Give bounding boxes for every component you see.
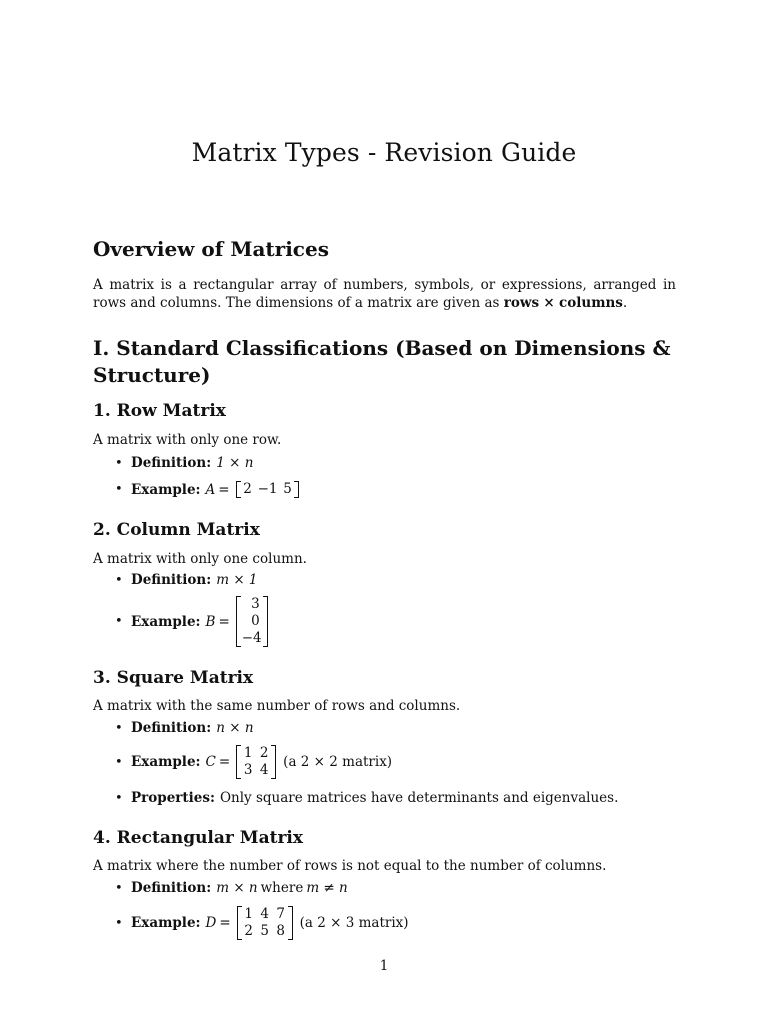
rectangular-matrix-description: A matrix where the number of rows is not equal to the number of columns. — [93, 858, 607, 874]
overview-rows-term: rows — [503, 295, 540, 311]
row-matrix-definition — [115, 455, 253, 471]
example-variable: D — [205, 915, 217, 931]
bullet: • — [115, 614, 123, 629]
bullet: • — [115, 482, 123, 497]
matrix-row — [240, 762, 272, 779]
matrix-entry: 2 — [259, 745, 269, 761]
example-note: (a 2 × 2 matrix) — [283, 754, 393, 770]
column-matrix-example — [115, 596, 271, 647]
matrix-entry: 2 — [244, 923, 253, 939]
definition-where: where — [260, 880, 304, 896]
example-label: Example: — [131, 754, 201, 770]
example-variable: A — [205, 481, 216, 498]
definition-condition: m ≠ n — [306, 880, 348, 896]
example-label: Example: — [131, 613, 201, 630]
matrix-entry: −1 — [257, 481, 278, 497]
matrix-entry: 7 — [276, 906, 285, 922]
definition-label: Definition: — [131, 880, 212, 896]
column-matrix-description: A matrix with only one column. — [93, 551, 307, 567]
equals-sign: = — [218, 754, 231, 770]
definition-value: m × 1 — [216, 572, 258, 588]
matrix-row — [240, 596, 264, 613]
matrix-entry: 1 — [244, 906, 253, 922]
matrix-entry: −4 — [241, 630, 262, 646]
matrix-entry: 5 — [260, 923, 269, 939]
definition-label: Definition: — [131, 572, 212, 588]
bullet: • — [115, 880, 123, 896]
matrix-entry: 0 — [251, 613, 260, 629]
example-variable: B — [205, 613, 216, 630]
matrix-entry: 8 — [276, 923, 285, 939]
square-matrix-bracket — [236, 745, 276, 779]
matrix-entry: 3 — [251, 596, 260, 612]
matrix-row — [240, 745, 272, 762]
bullet: • — [115, 790, 123, 806]
rectangular-matrix-definition — [115, 880, 348, 896]
bullet: • — [115, 455, 123, 471]
matrix-entry: 4 — [259, 762, 269, 778]
equals-sign: = — [219, 915, 231, 931]
square-matrix-properties — [115, 790, 618, 806]
rectangular-matrix-heading: 4. Rectangular Matrix — [93, 828, 304, 848]
definition-value: m × n — [216, 880, 258, 896]
overview-text-end: . — [622, 295, 628, 311]
bullet: • — [115, 754, 123, 770]
square-matrix-example — [115, 745, 392, 779]
matrix-entry: 3 — [243, 762, 253, 778]
document-title: Matrix Types - Revision Guide — [191, 138, 577, 167]
example-variable: C — [205, 754, 216, 770]
column-matrix-definition — [115, 572, 258, 588]
properties-text: Only square matrices have determinants and eigenvalues. — [219, 790, 619, 806]
equals-sign: = — [218, 613, 230, 630]
matrix-row — [240, 630, 264, 647]
equals-sign: = — [218, 481, 230, 498]
matrix-row — [241, 906, 289, 923]
overview-heading: Overview of Matrices — [93, 237, 329, 261]
example-label: Example: — [131, 915, 201, 931]
section1-heading: I. Standard Classifications (Based on Dimensions & Structure) — [93, 336, 671, 387]
definition-value: n × n — [216, 720, 254, 736]
rectangular-matrix-bracket — [237, 906, 293, 940]
rectangular-matrix-example — [115, 906, 409, 940]
square-matrix-heading: 3. Square Matrix — [93, 668, 254, 688]
definition-value: 1 × n — [216, 455, 254, 471]
matrix-entry: 1 — [243, 745, 253, 761]
example-label: Example: — [131, 481, 201, 498]
bullet: • — [115, 572, 123, 588]
bullet: • — [115, 720, 123, 736]
square-matrix-description: A matrix with the same number of rows and columns. — [93, 698, 461, 714]
matrix-entry: 2 — [243, 481, 252, 497]
column-matrix-heading: 2. Column Matrix — [93, 520, 260, 540]
definition-label: Definition: — [131, 720, 212, 736]
matrix-row — [241, 923, 289, 940]
column-matrix-bracket — [236, 596, 268, 647]
overview-paragraph — [93, 276, 676, 312]
overview-text: A matrix is a rectangular array of numbers, symbols, or expressions, arranged in rows and columns. The dimensions of a matrix are given as — [93, 277, 676, 311]
matrix-row — [240, 613, 264, 630]
definition-label: Definition: — [131, 455, 212, 471]
bullet: • — [115, 915, 123, 931]
example-note: (a 2 × 3 matrix) — [299, 915, 409, 931]
properties-label: Properties: — [131, 790, 215, 806]
matrix-entry: 5 — [283, 481, 292, 497]
matrix-entry: 4 — [260, 906, 269, 922]
row-matrix-bracket — [236, 481, 300, 498]
matrix-row — [240, 481, 296, 498]
row-matrix-heading: 1. Row Matrix — [93, 401, 226, 421]
page-number: 1 — [379, 958, 389, 974]
row-matrix-example — [115, 481, 302, 498]
overview-columns-term: columns — [559, 295, 623, 311]
overview-times-symbol: × — [543, 295, 555, 311]
square-matrix-definition — [115, 720, 254, 736]
row-matrix-description: A matrix with only one row. — [93, 432, 282, 448]
